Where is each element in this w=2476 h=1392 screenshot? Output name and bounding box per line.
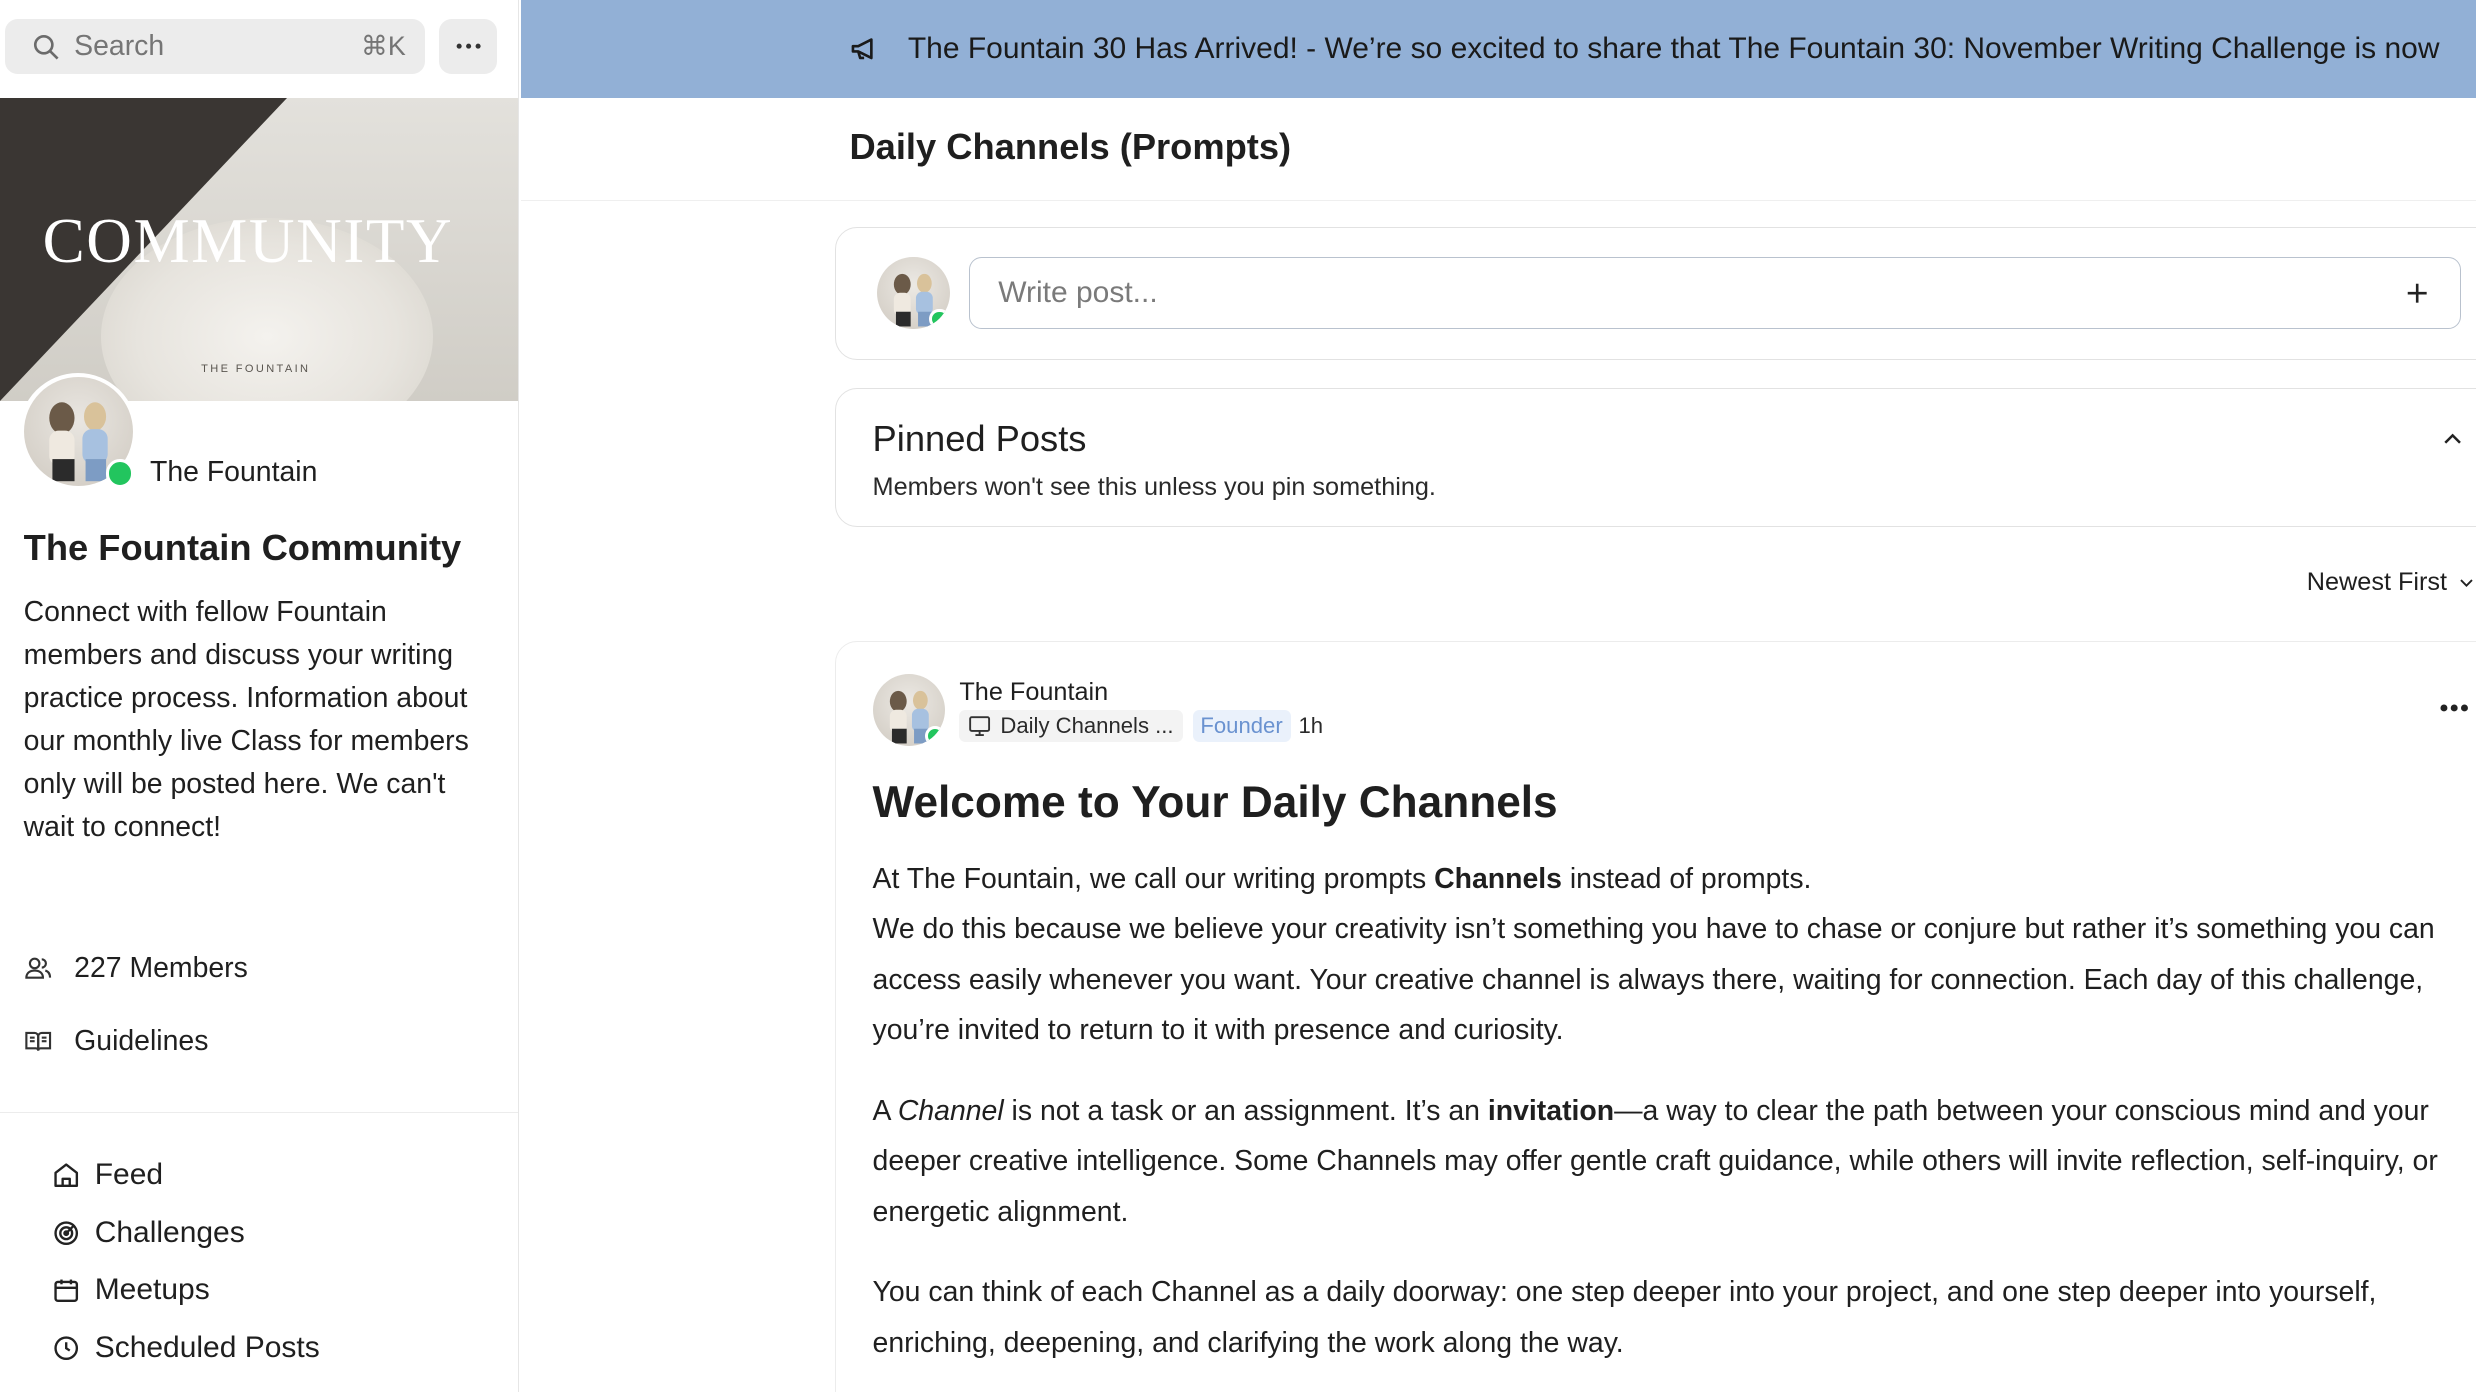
chevron-up-icon[interactable] — [2440, 427, 2465, 452]
user-avatar — [877, 257, 950, 330]
post-card — [835, 641, 2476, 1392]
post-paragraph: You can think of each Channel as a daily doorway: one step deeper into your project, and one step deeper into yourself, enriching, deepening, and clarifying the work along the way. — [872, 1276, 2377, 1359]
banner-text: The Fountain 30 Has Arrived! - We’re so excited to share that The Fountain 30: November Writing Challenge is now — [907, 31, 2440, 65]
online-status-indicator — [925, 726, 946, 747]
community-description: Connect with fellow Fountain members and discuss your writing practice process. Information about our monthly live Class for members only will be posted here. We can't wait to connect! — [23, 595, 469, 844]
post-paragraph: At The Fountain, we call our writing prompts Channels instead of prompts. — [872, 862, 1812, 895]
announcement-banner[interactable] — [521, 0, 2476, 98]
nav-item-meetups[interactable] — [52, 1262, 320, 1320]
channel-name: Daily Channels ... — [1000, 713, 1174, 739]
monitor-icon — [967, 713, 992, 738]
community-title: The Fountain Community — [23, 527, 462, 569]
write-post-input[interactable] — [969, 257, 2461, 330]
post-body — [873, 854, 2476, 1392]
nav-label: Feed — [94, 1158, 164, 1192]
nav-label: Meetups — [94, 1273, 210, 1307]
search-icon — [30, 31, 62, 63]
channel-chip[interactable] — [959, 710, 1183, 742]
search-label: Search — [74, 30, 165, 63]
post-author-avatar[interactable] — [873, 674, 946, 747]
guidelines-label: Guidelines — [74, 1024, 209, 1057]
community-owner-avatar[interactable] — [19, 373, 137, 491]
owner-name[interactable]: The Fountain — [149, 456, 318, 489]
ellipsis-icon — [2440, 704, 2468, 712]
clock-icon — [52, 1334, 80, 1362]
cover-title: COMMUNITY — [42, 206, 454, 277]
post-composer — [835, 227, 2476, 360]
book-open-icon — [24, 1027, 52, 1055]
members-link[interactable] — [24, 952, 248, 985]
post-meta — [959, 710, 1323, 742]
members-count: 227 Members — [74, 952, 248, 985]
write-post-placeholder: Write post... — [998, 276, 1158, 310]
sidebar-divider — [0, 1112, 519, 1114]
founder-badge: Founder — [1193, 710, 1291, 742]
community-cover-image — [0, 98, 519, 401]
online-status-indicator — [106, 459, 134, 487]
post-paragraph: We do this because we believe your creativity isn’t something you have to chase or conjure but rather it’s something you can access easily whenever you want. Your creative channel is always there, waiting for connection. Each day of this challenge, you’re invited to return to it with presence and curiosity. — [872, 913, 2435, 1047]
online-status-indicator — [929, 309, 950, 330]
more-options-button[interactable] — [439, 19, 497, 74]
post-time: 1h — [1298, 713, 1324, 739]
nav-item-scheduled-posts[interactable] — [52, 1319, 320, 1377]
pinned-posts-section — [835, 388, 2476, 527]
pinned-posts-subtitle: Members won't see this unless you pin something. — [872, 473, 1436, 502]
megaphone-icon — [849, 33, 881, 65]
search-bar[interactable] — [5, 19, 425, 74]
chevron-down-icon — [2457, 573, 2476, 592]
guidelines-link[interactable] — [24, 1025, 209, 1058]
nav-item-challenges[interactable] — [52, 1204, 320, 1262]
post-author-name[interactable]: The Fountain — [959, 678, 1109, 707]
nav-item-feed[interactable] — [52, 1146, 320, 1204]
post-title[interactable]: Welcome to Your Daily Channels — [872, 777, 1558, 827]
sort-dropdown[interactable] — [2307, 568, 2476, 597]
sidebar-nav — [52, 1146, 320, 1377]
home-icon — [52, 1161, 80, 1189]
plus-icon[interactable] — [2403, 279, 2431, 307]
page-header — [521, 98, 2476, 201]
nav-label: Scheduled Posts — [94, 1330, 320, 1364]
pinned-posts-title: Pinned Posts — [872, 417, 1087, 459]
nav-label: Challenges — [94, 1215, 245, 1249]
post-options-button[interactable] — [2436, 689, 2474, 727]
members-icon — [24, 954, 52, 982]
calendar-icon — [52, 1276, 80, 1304]
post-paragraph: A Channel is not a task or an assignment. It’s an invitation—a way to clear the path between your conscious mind and your deeper creative intelligence. Some Channels may offer gentle craft guidance, while others will invite reflection, self-inquiry, or energetic alignment. — [872, 1094, 2438, 1228]
search-shortcut: ⌘K — [361, 31, 406, 62]
sidebar — [0, 0, 519, 1392]
target-icon — [52, 1219, 80, 1247]
sort-label: Newest First — [2306, 568, 2448, 597]
ellipsis-icon — [456, 43, 481, 49]
cover-subtitle: THE FOUNTAIN — [201, 363, 311, 376]
page-title: Daily Channels (Prompts) — [849, 126, 1292, 168]
